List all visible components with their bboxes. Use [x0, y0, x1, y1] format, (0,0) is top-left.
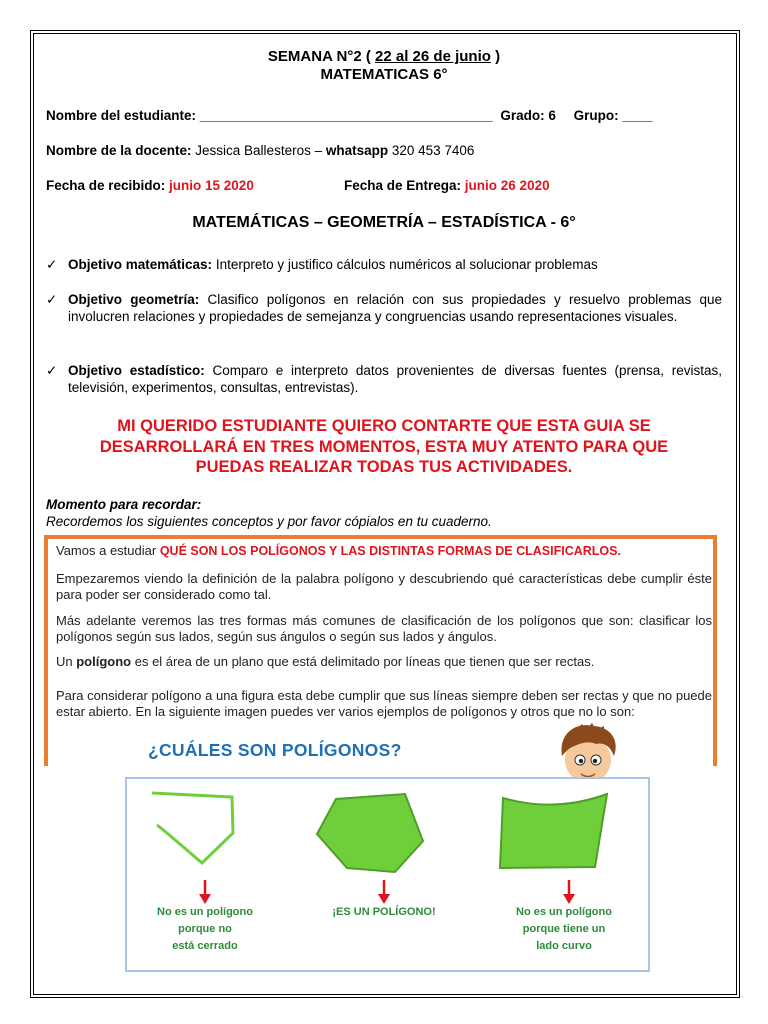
box-p4-post: es el área de un plano que está delimitado por líneas que tienen que ser rectas.: [131, 654, 595, 669]
banner-line-2: DESARROLLARÁ EN TRES MOMENTOS, ESTA MUY ATENTO PARA QUE: [99, 437, 669, 456]
subject-heading: MATEMATICAS 6°: [320, 66, 448, 83]
received-label: Fecha de recibido:: [46, 178, 170, 193]
box-p1-highlight: QUÉ SON LOS POLÍGONOS Y LAS DISTINTAS FORMAS DE CLASIFICARLOS.: [159, 544, 621, 558]
caption-not-closed: [130, 904, 280, 955]
illustration-title: ¿CUÁLES SON POLÍGONOS?: [148, 740, 402, 760]
received-date: [46, 178, 254, 193]
teacher-line: [46, 143, 474, 158]
objective-text: Interpreto y justifico cálculos numéricos al solucionar problemas: [212, 257, 598, 272]
banner-line-1: MI QUERIDO ESTUDIANTE QUIERO CONTARTE QUE ESTA GUIA SE: [117, 417, 651, 435]
delivery-value: junio 26 2020: [464, 178, 550, 193]
objective-label: Objetivo geometría:: [68, 292, 200, 307]
boy-cartoon-icon: [548, 722, 628, 784]
moment-title: Momento para recordar:: [46, 497, 202, 512]
student-name-blank: _______________________________________: [199, 108, 493, 123]
caption-line: No es un polígono: [516, 906, 612, 918]
objective-label: Objetivo estadístico:: [68, 363, 205, 378]
student-name-label: Nombre del estudiante:: [46, 108, 197, 123]
teacher-label: Nombre de la docente:: [46, 143, 192, 158]
box-paragraph-4: [56, 654, 712, 670]
check-icon: ✓: [46, 257, 58, 272]
box-paragraph-5: Para considerar polígono a una figura esta debe cumplir que sus líneas siempre deben ser rectas y que no puede estar abierto. En la siguiente imagen puedes ver varios ejemplos de polígonos y otros que no lo son:: [56, 688, 712, 719]
arrow-down-icon: [378, 894, 390, 904]
objective-math: [46, 256, 722, 273]
check-icon: ✓: [46, 363, 58, 378]
grade-label: Grado: 6: [500, 108, 556, 123]
teacher-name: Jessica Ballesteros –: [191, 143, 326, 158]
open-shape: [152, 793, 233, 863]
week-suffix: ): [490, 48, 501, 65]
group-blank: ____: [622, 108, 653, 123]
banner-line-3: PUEDAS REALIZAR TODAS TUS ACTIVIDADES.: [195, 458, 573, 476]
caption-line: ¡ES UN POLÍGONO!: [332, 906, 436, 918]
caption-line: porque no: [178, 923, 232, 935]
moment-subtitle: Recordemos los siguientes conceptos y por favor cópialos en tu cuaderno.: [46, 514, 492, 529]
check-icon: ✓: [46, 292, 58, 307]
student-line: [46, 108, 722, 123]
delivery-label: Fecha de Entrega:: [344, 178, 465, 193]
arrow-down-icon: [199, 894, 211, 904]
section-title: MATEMÁTICAS – GEOMETRÍA – ESTADÍSTICA - 6°: [192, 214, 576, 231]
caption-is-polygon: [309, 904, 459, 921]
objective-text: Clasifico polígonos en relación con sus propiedades y resuelvo problemas que involucren relaciones y propiedades de semejanza y congruencias usando representaciones visuales.: [68, 292, 722, 324]
objective-text: Comparo e interpreto datos provenientes de diversas fuentes (prensa, revistas, televisión, experimentos, consultas, entrevistas).: [68, 363, 722, 395]
box-paragraph-1: [56, 543, 712, 560]
box-p4-pre: Un: [56, 654, 77, 669]
caption-line: porque tiene un: [522, 923, 606, 935]
group-label: Grupo:: [573, 108, 619, 123]
guide-banner: [0, 416, 768, 478]
box-p4-bold: polígono: [76, 654, 132, 669]
caption-line: No es un polígono: [157, 906, 253, 918]
teacher-phone: 320 453 7406: [388, 143, 475, 158]
whatsapp-label: whatsapp: [325, 143, 389, 158]
objective-label: Objetivo matemáticas:: [68, 257, 213, 272]
received-value: junio 15 2020: [169, 178, 254, 193]
polygon-shape: [317, 794, 423, 872]
caption-curved-side: [489, 904, 639, 955]
caption-line: está cerrado: [172, 940, 238, 952]
caption-line: lado curvo: [536, 940, 592, 952]
box-paragraph-2: Empezaremos viendo la definición de la palabra polígono y descubriendo qué características debe cumplir éste para poder ser considerado como tal.: [56, 571, 712, 602]
week-dates: 22 al 26 de junio: [375, 48, 491, 65]
week-prefix: SEMANA N°2 (: [267, 48, 376, 65]
curved-shape: [500, 794, 607, 868]
week-heading: [0, 48, 768, 65]
delivery-date: [344, 178, 550, 193]
objective-geometry: [46, 291, 722, 325]
arrow-down-icon: [563, 894, 575, 904]
box-p1-text: Vamos a estudiar: [56, 543, 160, 558]
objective-statistics: [46, 362, 722, 396]
box-paragraph-3: Más adelante veremos las tres formas más comunes de clasificación de los polígonos que son: clasificar los polígonos según sus lados, según sus ángulos o según sus lados y ángulos.: [56, 613, 712, 644]
